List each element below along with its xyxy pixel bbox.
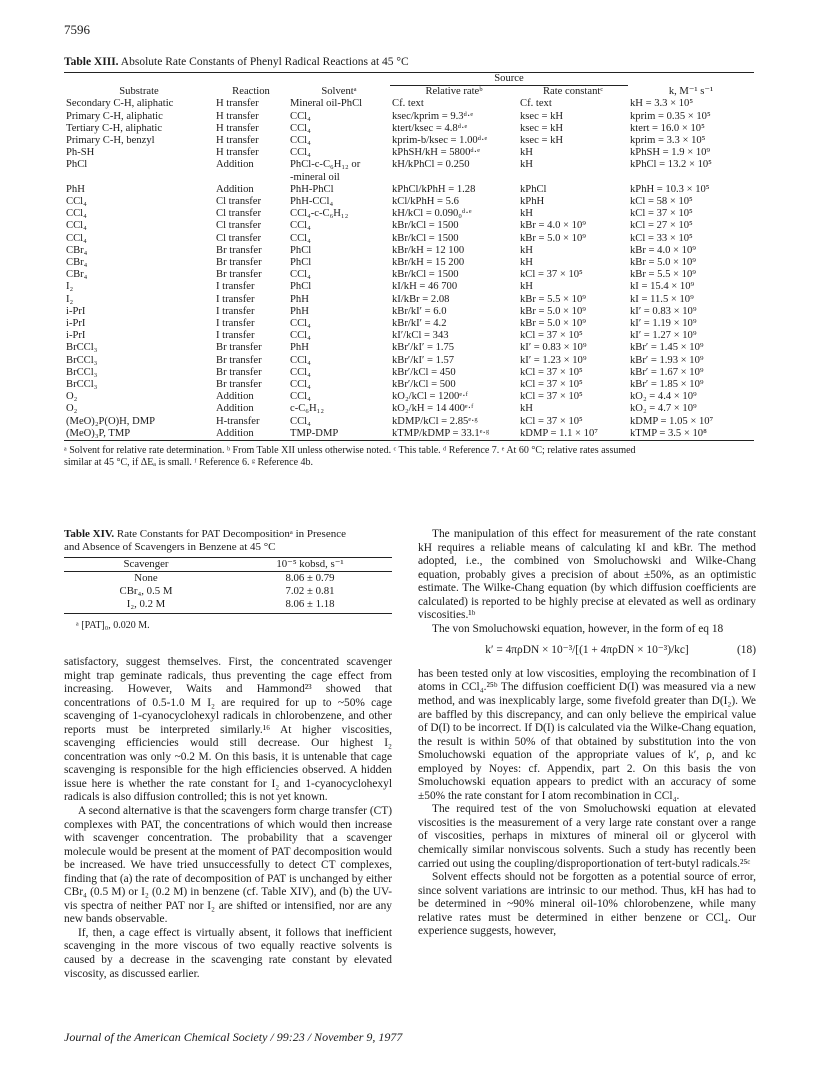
left-paragraph-2: A second alternative is that the scavengers form charge transfer (CT) complexes with PAT, the concentrations of which would then increase with scavenger concentration. The probability that a scavenger molecule would be present at the moment of PAT decomposition would be increased. We have tried unsuccessfully to detect CT complexes, finding that (a) the rate of decomposition of PAT is unchanged by either CBr₄ (0.5 M) or I₂ (0.2 M) in benzene (cf. Table XIV), and (b) the UV-vis spectra of neither PAT nor I₂ are shifted or intensified, nor are any new bands observable. (64, 805, 392, 926)
cell-rate-constant: kBr = 5.5 × 10⁹ (520, 293, 586, 305)
cell-k: kCl = 27 × 10⁵ (630, 220, 693, 232)
cell-substrate: CCl₄ (66, 232, 87, 244)
cell-k: kCl = 37 × 10⁵ (630, 208, 693, 220)
cell-k: kBr′ = 1.93 × 10⁹ (630, 354, 704, 366)
right-paragraph-1: The manipulation of this effect for measurement of the rate constant kH requires a reliable means of calculating kI and kBr. The method adopted, i.e., the combined von Smoluchowski and Wilke-Chang equation, probably gives a precision of about ±50%, as an optimistic estimate. The Wilke-Chang equation (by which diffusion coefficients are calculated) is reported to be highly precise at elevated as well as ordinary viscosities.¹ᵇ (418, 528, 756, 622)
right-paragraph-2: The von Smoluchowski equation, however, in the form of eq 18 (432, 622, 724, 635)
table-row (64, 233, 754, 245)
cell-solvent: PhH-PhCl (290, 183, 334, 195)
table-row (64, 294, 754, 306)
cell-relative-rate: kTMP/kDMP = 33.1ᵉ·ᵍ (392, 427, 490, 439)
cell-relative-rate: kI/kH = 46 700 (392, 281, 458, 293)
table-row (64, 184, 754, 196)
table-row (64, 123, 754, 135)
cell-solvent: Mineral oil-PhCl (290, 98, 363, 110)
table-row (64, 355, 754, 367)
cell-k-obsd: 7.02 ± 0.81 (285, 585, 335, 597)
cell-solvent: CCl₄-c-C₆H₁₂ (290, 208, 349, 220)
cell-k: kI = 15.4 × 10⁹ (630, 281, 695, 293)
cell-substrate: BrCCl₃ (66, 354, 98, 366)
header-reaction: Reaction (232, 85, 270, 97)
cell-reaction: Br transfer (216, 366, 262, 378)
t14-header-scavenger: Scavenger (123, 558, 169, 570)
cell-relative-rate: ktert/ksec = 4.8ᵈ·ᵉ (392, 122, 468, 134)
table-row (64, 318, 754, 330)
cell-solvent: PhH (290, 342, 309, 354)
cell-reaction: Addition (216, 159, 254, 171)
cell-substrate: CCl₄ (66, 220, 87, 232)
table-13-body (64, 98, 754, 440)
cell-substrate: PhH (66, 183, 85, 195)
cell-k: ktert = 16.0 × 10⁵ (630, 122, 705, 134)
cell-rate-constant: ksec = kH (520, 110, 564, 122)
table-row (64, 172, 754, 184)
cell-rate-constant: ksec = kH (520, 122, 564, 134)
cell-k: kBr′ = 1.67 × 10⁹ (630, 366, 704, 378)
cell-k: kBr = 4.0 × 10⁹ (630, 244, 696, 256)
cell-relative-rate: kH/kPhCl = 0.250 (392, 159, 470, 171)
table-13-bottom-rule (64, 440, 754, 441)
cell-substrate: CBr₄ (66, 244, 88, 256)
cell-rate-constant: kI′ = 1.23 × 10⁹ (520, 354, 587, 366)
cell-rate-constant: kDMP = 1.1 × 10⁷ (520, 427, 598, 439)
cell-reaction: H transfer (216, 147, 259, 159)
cell-rate-constant: kH (520, 208, 533, 220)
cell-k: kO₂ = 4.4 × 10⁹ (630, 391, 697, 403)
cell-k: kCl = 58 × 10⁵ (630, 196, 693, 208)
cell-relative-rate: kI/kBr = 2.08 (392, 293, 450, 305)
cell-k: kBr′ = 1.45 × 10⁹ (630, 342, 704, 354)
cell-solvent: CCl₄ (290, 269, 311, 281)
cell-reaction: Cl transfer (216, 208, 262, 220)
cell-solvent: CCl₄ (290, 354, 311, 366)
cell-solvent: PhCl-c-C₆H₁₂ or (290, 159, 361, 171)
cell-substrate: CBr₄ (66, 257, 88, 269)
cell-scavenger: I₂, 0.2 M (126, 598, 166, 610)
cell-relative-rate: kBr/kH = 12 100 (392, 244, 465, 256)
cell-relative-rate: kO₂/kCl = 1200ᵉ·ᶠ (392, 391, 468, 403)
table-row (64, 330, 754, 342)
cell-rate-constant: kPhH (520, 196, 545, 208)
cell-reaction: Br transfer (216, 379, 262, 391)
table-13-title: Absolute Rate Constants of Phenyl Radical Reactions at 45 °C (120, 56, 409, 68)
cell-scavenger: None (134, 572, 158, 584)
table-13-grid (64, 73, 754, 440)
cell-substrate: O₂ (66, 403, 78, 415)
cell-relative-rate: kBr′/kI′ = 1.75 (392, 342, 455, 354)
cell-substrate: I₂ (66, 293, 74, 305)
table-row (64, 135, 754, 147)
table-row (64, 342, 754, 354)
cell-k: kI′ = 1.27 × 10⁹ (630, 330, 697, 342)
cell-reaction (214, 172, 288, 184)
cell-rate-constant: kCl = 37 × 10⁵ (520, 379, 583, 391)
cell-rate-constant: kH (520, 244, 533, 256)
cell-k: kI = 11.5 × 10⁹ (630, 293, 694, 305)
cell-solvent: CCl₄ (290, 122, 311, 134)
cell-rate-constant (518, 172, 628, 184)
cell-relative-rate: kCl/kPhH = 5.6 (392, 196, 459, 208)
cell-solvent: TMP-DMP (290, 427, 339, 439)
cell-solvent: CCl₄ (290, 135, 311, 147)
cell-solvent: CCl₄ (290, 318, 311, 330)
table-13-footnote-line-2: similar at 45 °C, if ΔEₐ is small. ᶠ Reference 6. ᵍ Reference 4b. (64, 457, 314, 469)
cell-relative-rate: kprim-b/ksec = 1.00ᵈ·ᵉ (392, 135, 488, 147)
header-rate-constant: Rate constantᶜ (542, 86, 604, 98)
table-row (64, 428, 754, 440)
cell-reaction: I transfer (216, 318, 255, 330)
cell-reaction: Br transfer (216, 257, 262, 269)
table-14-caption (64, 528, 392, 553)
cell-k-obsd: 8.06 ± 1.18 (285, 598, 335, 610)
cell-rate-constant: kPhCl (520, 183, 547, 195)
table-row (64, 196, 754, 208)
cell-substrate: Secondary C-H, aliphatic (66, 98, 174, 110)
header-substrate: Substrate (119, 85, 159, 97)
cell-substrate: BrCCl₃ (66, 366, 98, 378)
cell-k: kTMP = 3.5 × 10⁸ (630, 427, 707, 439)
cell-k: kPhCl = 13.2 × 10⁵ (630, 159, 712, 171)
cell-relative-rate: kBr/kCl = 1500 (392, 220, 459, 232)
cell-substrate: i-PrI (66, 305, 86, 317)
cell-rate-constant: kCl = 37 × 10⁵ (520, 330, 583, 342)
cell-rate-constant: Cf. text (520, 98, 552, 110)
cell-reaction: Cl transfer (216, 196, 262, 208)
cell-substrate: (MeO)₂P(O)H, DMP (66, 415, 156, 427)
cell-solvent: CCl₄ (290, 391, 311, 403)
cell-k: kBr = 5.5 × 10⁹ (630, 269, 696, 281)
cell-k: kPhH = 10.3 × 10⁵ (630, 183, 710, 195)
cell-reaction: H transfer (216, 98, 259, 110)
table-row (64, 147, 754, 159)
cell-substrate: i-PrI (66, 330, 86, 342)
right-paragraph-5: Solvent effects should not be forgotten as a potential source of error, since solvent variations are intrinsic to our method. Thus, kH has had to be determined in ~90% mineral oil-10% chlorobenzene, while many relative rates must be determined in either benzene or CCl₄. Our experience suggests, however, (418, 871, 756, 938)
cell-relative-rate: kBr/kI′ = 4.2 (392, 318, 447, 330)
table-14-body (64, 572, 392, 611)
cell-substrate: O₂ (66, 391, 78, 403)
header-solvent: Solventᵃ (321, 85, 357, 97)
page-number: 7596 (64, 22, 90, 37)
left-column (64, 656, 392, 981)
left-paragraph-1: satisfactory, suggest themselves. First, the concentrated scavenger might trap geminate radicals, thus preventing the cage effect from increasing. However, Waits and Hammond²³ showed that concentrations of 0.5-1.0 M I₂ are required for up to ~50% cage scavenging of 1-cyanocyclohexyl radicals in chlorobenzene, and other reports must be interpreted similarly.¹⁶ At higher viscosities, scavenging efficiencies would still decrease. Our highest I₂ concentration was only ~0.2 M. On this basis, it is untenable that cage scavenging is responsible for the high efficiencies observed. A hidden issue here is whether the rate constant for I₂ and 1-cyanocyclohexyl radicals is also diffusion controlled; this is not yet known. (64, 656, 392, 804)
table-13-footnote-line-1: ᵃ Solvent for relative rate determination. ᵇ From Table XII unless otherwise noted. ᶜ This table. ᵈ Reference 7. ᵉ At 60 °C; relative rates assumed (64, 445, 636, 457)
table-row (64, 257, 754, 269)
cell-relative-rate: kBr/kH = 15 200 (392, 257, 465, 269)
cell-rate-constant: kCl = 37 × 10⁵ (520, 269, 583, 281)
cell-solvent: PhH (290, 293, 309, 305)
cell-k: kI′ = 0.83 × 10⁹ (630, 305, 697, 317)
cell-substrate: CCl₄ (66, 208, 87, 220)
cell-substrate: CCl₄ (66, 196, 87, 208)
cell-relative-rate: kBr′/kCl = 450 (392, 366, 456, 378)
cell-k: kprim = 3.3 × 10⁵ (630, 135, 706, 147)
table-row (64, 208, 754, 220)
cell-rate-constant: kH (520, 159, 533, 171)
right-paragraph-4: The required test of the von Smoluchowski equation at elevated viscosities is the measurement of a very large rate constant over a range of viscosities, perhaps in mixtures of mineral oil or glycerol with chemically similar nonviscous solvents. Such a study has recently been carried out using the coupling/disproportionation of tert-butyl radicals.²⁵ᶜ (418, 803, 756, 870)
cell-substrate: i-PrI (66, 318, 86, 330)
cell-reaction: Br transfer (216, 269, 262, 281)
cell-rate-constant: kH (520, 281, 533, 293)
cell-k-obsd: 8.06 ± 0.79 (285, 572, 335, 584)
cell-substrate: PhCl (66, 159, 88, 171)
cell-reaction: I transfer (216, 305, 255, 317)
table-14-title-2: and Absence of Scavengers in Benzene at 45 °C (64, 540, 276, 553)
cell-rate-constant: kBr = 5.0 × 10⁹ (520, 318, 586, 330)
table-13-label: Table XIII. (64, 56, 119, 68)
table-row (64, 111, 754, 123)
cell-rate-constant: kH (520, 257, 533, 269)
cell-rate-constant: ksec = kH (520, 135, 564, 147)
equation-number: (18) (737, 644, 756, 657)
cell-k (628, 172, 754, 184)
cell-k: kPhSH = 1.9 × 10⁹ (630, 147, 711, 159)
header-k: k, M⁻¹ s⁻¹ (668, 85, 714, 97)
table-row (64, 98, 754, 110)
cell-substrate: (MeO)₃P, TMP (66, 427, 131, 439)
table-14 (64, 528, 392, 632)
cell-rate-constant: kCl = 37 × 10⁵ (520, 415, 583, 427)
cell-reaction: Addition (216, 183, 254, 195)
cell-solvent: CCl₄ (290, 366, 311, 378)
table-row (64, 245, 754, 257)
cell-substrate (64, 172, 214, 184)
cell-solvent: CCl₄ (290, 232, 311, 244)
cell-relative-rate: kBr/kI′ = 6.0 (392, 305, 447, 317)
cell-rate-constant: kI′ = 0.83 × 10⁹ (520, 342, 587, 354)
table-row (64, 306, 754, 318)
equation-text: k′ = 4πρDN × 10⁻³/[(1 + 4πρDN × 10⁻³)/kc] (485, 644, 689, 657)
table-row (64, 367, 754, 379)
cell-rate-constant: kCl = 37 × 10⁵ (520, 391, 583, 403)
table-14-title-1: Rate Constants for PAT Decompositionᵃ in Presence (116, 528, 346, 540)
cell-solvent: CCl₄ (290, 220, 311, 232)
cell-solvent: PhCl (290, 257, 312, 269)
cell-relative-rate: ksec/kprim = 9.3ᵈ·ᵉ (392, 110, 474, 122)
cell-k: kBr′ = 1.85 × 10⁹ (630, 379, 704, 391)
table-14-label: Table XIV. (64, 528, 115, 540)
cell-k: kCl = 33 × 10⁵ (630, 232, 693, 244)
cell-reaction: Br transfer (216, 244, 262, 256)
cell-reaction: Addition (216, 403, 254, 415)
table-14-footnote: ᵃ [PAT]₀, 0.020 M. (76, 620, 150, 631)
cell-reaction: H transfer (216, 110, 259, 122)
cell-solvent: PhH-CCl₄ (290, 196, 334, 208)
table-row (64, 572, 392, 585)
table-13 (64, 56, 754, 469)
cell-solvent: PhCl (290, 244, 312, 256)
cell-solvent: CCl₄ (290, 415, 311, 427)
table-13-header-row (64, 86, 754, 99)
cell-solvent: CCl₄ (290, 330, 311, 342)
cell-substrate: Tertiary C-H, aliphatic (66, 122, 163, 134)
right-column (418, 528, 756, 939)
cell-rate-constant: kCl = 37 × 10⁵ (520, 366, 583, 378)
cell-substrate: BrCCl₃ (66, 379, 98, 391)
cell-relative-rate: kI′/kCl = 343 (392, 330, 449, 342)
cell-k: kBr = 5.0 × 10⁹ (630, 257, 696, 269)
source-header: Source (390, 73, 628, 86)
cell-reaction: Addition (216, 391, 254, 403)
cell-substrate: BrCCl₃ (66, 342, 98, 354)
cell-rate-constant: kBr = 4.0 × 10⁹ (520, 220, 586, 232)
cell-relative-rate: Cf. text (392, 98, 424, 110)
cell-substrate: I₂ (66, 281, 74, 293)
table-row (64, 379, 754, 391)
cell-relative-rate (390, 172, 518, 184)
cell-rate-constant: kH (520, 147, 533, 159)
cell-solvent: CCl₄ (290, 110, 311, 122)
cell-relative-rate: kBr/kCl = 1500 (392, 269, 459, 281)
cell-relative-rate: kO₂/kH = 14 400ᵉ·ᶠ (392, 403, 474, 415)
cell-k: kDMP = 1.05 × 10⁷ (630, 415, 714, 427)
cell-substrate: Primary C-H, benzyl (66, 135, 155, 147)
cell-reaction: Cl transfer (216, 232, 262, 244)
cell-substrate: CBr₄ (66, 269, 88, 281)
cell-k: kO₂ = 4.7 × 10⁹ (630, 403, 697, 415)
table-row (64, 281, 754, 293)
cell-reaction: Br transfer (216, 354, 262, 366)
table-row (64, 391, 754, 403)
cell-reaction: H transfer (216, 135, 259, 147)
header-relative-rate: Relative rateᵇ (425, 86, 483, 98)
table-13-footnote (64, 445, 754, 469)
cell-solvent: CCl₄ (290, 147, 311, 159)
cell-reaction: Cl transfer (216, 220, 262, 232)
cell-relative-rate: kDMP/kCl = 2.85ᵉ·ᵍ (392, 415, 478, 427)
cell-k: kI′ = 1.19 × 10⁹ (630, 318, 697, 330)
table-row (64, 416, 754, 428)
cell-relative-rate: kPhSH/kH = 5800ᵈ·ᵉ (392, 147, 480, 159)
cell-rate-constant: kH (520, 403, 533, 415)
cell-relative-rate: kBr′/kI′ = 1.57 (392, 354, 455, 366)
table-row (64, 159, 754, 171)
cell-solvent: PhH (290, 305, 309, 317)
cell-substrate: Ph-SH (66, 147, 95, 159)
cell-reaction: H-transfer (216, 415, 260, 427)
cell-k: kprim = 0.35 × 10⁵ (630, 110, 711, 122)
cell-reaction: I transfer (216, 330, 255, 342)
cell-solvent: CCl₄ (290, 379, 311, 391)
cell-relative-rate: kBr′/kCl = 500 (392, 379, 456, 391)
cell-reaction: Addition (216, 427, 254, 439)
table-13-caption (64, 56, 754, 68)
cell-solvent: PhCl (290, 281, 312, 293)
cell-solvent: c-C₆H₁₂ (290, 403, 325, 415)
table-row (64, 585, 392, 598)
cell-rate-constant: kBr = 5.0 × 10⁹ (520, 232, 586, 244)
table-row (64, 220, 754, 232)
cell-scavenger: CBr₄, 0.5 M (119, 585, 173, 597)
cell-reaction: H transfer (216, 122, 259, 134)
cell-substrate: Primary C-H, aliphatic (66, 110, 163, 122)
table-row (64, 269, 754, 281)
table-row (64, 598, 392, 611)
right-paragraph-3: has been tested only at low viscosities, employing the recombination of I atoms in CCl₄.²⁵ᵇ The diffusion coefficient D(I) was measured via a new method, and was inexplicably large, some fivefold greater than D(I₂). We are baffled by this discrepancy, and can only believe the empirical value of D(I) to be incorrect. If D(I) is calculated via the Wilke-Chang equation, the result is within 50% of that obtained by substitution into the von Smoluchowski equation of the appropriate values of k′, ρ, and kc employed by Noyes: cf. Appendix, part 2. On this basis the von Smoluchowski equation appears to predict with an accuracy of some ±50% the rate constant for I atom recombination in CCl₄. (418, 667, 756, 802)
table-row (64, 403, 754, 415)
cell-reaction: I transfer (216, 281, 255, 293)
cell-solvent: -mineral oil (290, 171, 340, 183)
journal-footer: Journal of the American Chemical Society / 99:23 / November 9, 1977 (64, 1030, 403, 1044)
table-14-grid (64, 558, 392, 614)
cell-relative-rate: kBr/kCl = 1500 (392, 232, 459, 244)
cell-rate-constant: kBr = 5.0 × 10⁹ (520, 305, 586, 317)
cell-relative-rate: kPhCl/kPhH = 1.28 (392, 183, 476, 195)
cell-reaction: Br transfer (216, 342, 262, 354)
cell-k: kH = 3.3 × 10⁵ (630, 98, 694, 110)
left-paragraph-3: If, then, a cage effect is virtually absent, it follows that inefficient scavenging in the more viscous of two equally reactive solvents is caused by a decrease in the scavenging rate constant by elevated viscosity, as discussed earlier. (64, 926, 392, 980)
cell-relative-rate: kH/kCl = 0.090₀ᵈ·ᵉ (392, 208, 472, 220)
t14-header-k: 10⁻⁵ kobsd, s⁻¹ (276, 558, 344, 570)
equation-18 (418, 636, 756, 668)
cell-reaction: I transfer (216, 293, 255, 305)
